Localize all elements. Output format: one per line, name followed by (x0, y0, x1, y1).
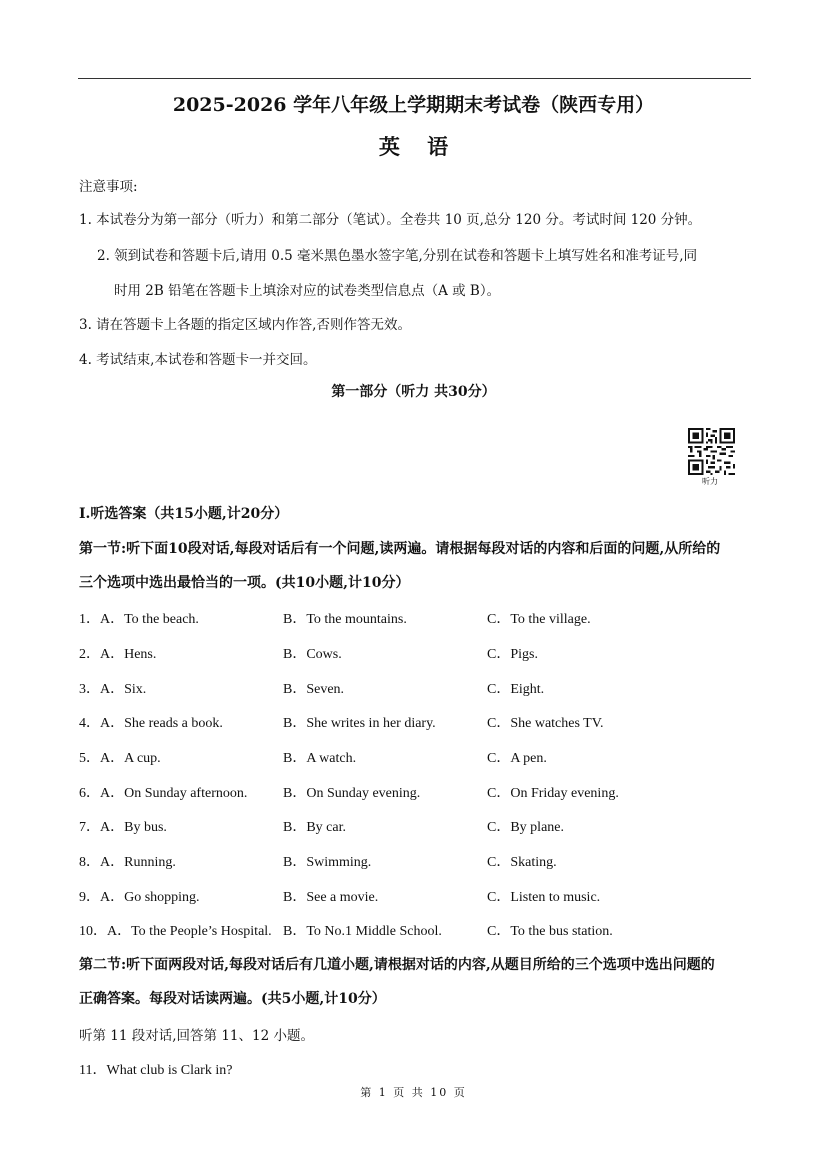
option-c: C．Eight. (487, 682, 545, 697)
option-b: B．Swimming. (283, 855, 372, 870)
option-c: C．A pen. (487, 751, 547, 766)
option-b: B．See a movie. (283, 890, 379, 905)
notes-heading: 注意事项: (79, 179, 138, 195)
part1-title: 第一部分（听力 共30分） (331, 384, 496, 400)
option-b: B．On Sunday evening. (283, 786, 421, 801)
question-11: 11．What club is Clark in? (79, 1063, 233, 1078)
option-b: B．By car. (283, 820, 346, 835)
top-rule (78, 78, 751, 79)
option-a: 1．A．To the beach. (79, 612, 199, 627)
qr-caption: 听力 (702, 477, 718, 486)
section1-sub2-line2: 正确答案。每段对话读两遍。(共5小题,计10分） (79, 991, 386, 1007)
option-b: B．A watch. (283, 751, 357, 766)
page-footer: 第 1 页 共 10 页 (360, 1086, 467, 1099)
option-a: 6．A．On Sunday afternoon. (79, 786, 248, 801)
note-item-3: 3. 请在答题卡上各题的指定区域内作答,否则作答无效。 (79, 317, 411, 333)
section1-sub2-line1: 第二节:听下面两段对话,每段对话后有几道小题,请根据对话的内容,从题目所给的三个选项中选出问题的 (79, 957, 715, 973)
option-c: C．By plane. (487, 820, 564, 835)
note-item-1: 1. 本试卷分为第一部分（听力）和第二部分（笔试）。全卷共 10 页,总分 120 分。考试时间 120 分钟。 (79, 212, 702, 228)
option-a: 5．A．A cup. (79, 751, 161, 766)
option-a: 8．A．Running. (79, 855, 176, 870)
option-c: C．To the bus station. (487, 924, 613, 939)
option-b: B．To the mountains. (283, 612, 407, 627)
dialog-11-instruction: 听第 11 段对话,回答第 11、12 小题。 (79, 1028, 314, 1044)
note-item-2: 2. 领到试卷和答题卡后,请用 0.5 毫米黑色墨水签字笔,分别在试卷和答题卡上填写姓名和准考证号,同 (97, 248, 698, 264)
option-c: C．Pigs. (487, 647, 538, 662)
option-c: C．Skating. (487, 855, 557, 870)
option-b: B．To No.1 Middle School. (283, 924, 442, 939)
option-a: 9．A．Go shopping. (79, 890, 200, 905)
option-b: B．Cows. (283, 647, 342, 662)
note-item-2-cont: 时用 2B 铅笔在答题卡上填涂对应的试卷类型信息点（A 或 B）。 (114, 283, 501, 299)
option-c: C．To the village. (487, 612, 591, 627)
section1-heading: I.听选答案（共15小题,计20分） (79, 506, 289, 522)
option-a: 4．A．She reads a book. (79, 716, 223, 731)
option-a: 3．A．Six. (79, 682, 147, 697)
note-item-4: 4. 考试结束,本试卷和答题卡一并交回。 (79, 352, 317, 368)
option-a: 10．A．To the People’s Hospital. (79, 924, 272, 939)
subject-title: 英 语 (378, 134, 459, 159)
exam-title: 2025-2026 学年八年级上学期期末考试卷（陕西专用） (172, 94, 655, 116)
option-b: B．She writes in her diary. (283, 716, 436, 731)
option-b: B．Seven. (283, 682, 345, 697)
option-c: C．Listen to music. (487, 890, 601, 905)
qr-code-icon[interactable] (688, 428, 735, 475)
option-a: 7．A．By bus. (79, 820, 167, 835)
option-c: C．On Friday evening. (487, 786, 619, 801)
section1-sub1-line2: 三个选项中选出最恰当的一项。(共10小题,计10分） (79, 575, 410, 591)
option-a: 2．A．Hens. (79, 647, 157, 662)
section1-sub1-line1: 第一节:听下面10段对话,每段对话后有一个问题,读两遍。请根据每段对话的内容和后面的问题,从所给的 (79, 541, 721, 557)
option-c: C．She watches TV. (487, 716, 604, 731)
